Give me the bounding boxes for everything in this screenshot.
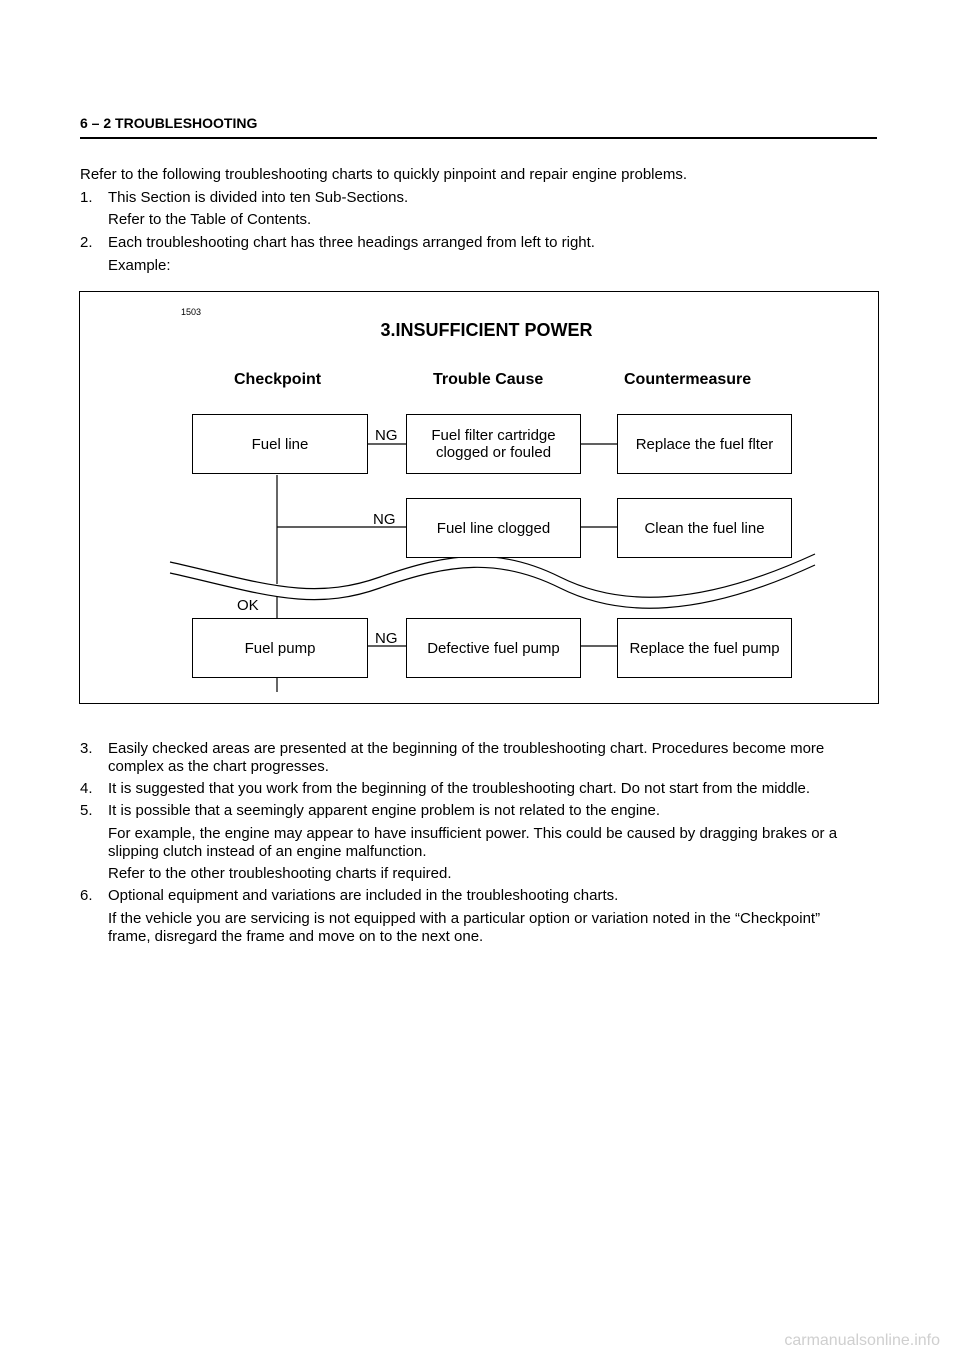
item-text: For example, the engine may appear to have insufficient power. This could be caused by dragging brakes or a (108, 825, 838, 842)
cause-label: Fuel line clogged (436, 519, 551, 537)
cause-label: Fuel filter cartridge clogged or fouled (431, 427, 556, 461)
example-chart-figure (79, 291, 879, 704)
item-text: Easily checked areas are presented at the beginning of the troubleshooting chart. Procedures become more (108, 740, 825, 757)
item-text: It is possible that a seemingly apparent engine problem is not related to the engine. (108, 802, 661, 819)
cause-box (406, 498, 581, 558)
intro-lead: Refer to the following troubleshooting charts to quickly pinpoint and repair engine problems. (80, 166, 688, 183)
heading-trouble-cause: Trouble Cause (433, 371, 544, 388)
countermeasure-box (617, 498, 792, 558)
ng-label: NG (375, 630, 398, 647)
watermark: carmanualsonline.info (784, 1332, 940, 1349)
item-text: If the vehicle you are servicing is not equipped with a particular option or variation noted in the “Checkpoint” (108, 910, 821, 927)
ok-label: OK (237, 597, 259, 614)
countermeasure-box (617, 618, 792, 678)
item-number: 3. (80, 740, 93, 757)
page-title: 6 – 2 TROUBLESHOOTING (80, 115, 258, 131)
checkpoint-label: Fuel pump (244, 639, 316, 657)
countermeasure-label: Replace the fuel pump (629, 639, 780, 657)
item-text: Refer to the other troubleshooting charts if required. (108, 865, 452, 882)
item-text: Refer to the Table of Contents. (108, 211, 312, 228)
countermeasure-box (617, 414, 792, 474)
item-text: It is suggested that you work from the beginning of the troubleshooting chart. Do not start from the middle. (108, 780, 811, 797)
ng-label: NG (373, 511, 396, 528)
countermeasure-label: Clean the fuel line (644, 519, 765, 537)
item-text: complex as the chart progresses. (108, 758, 329, 775)
checkpoint-box (192, 414, 368, 474)
checkpoint-label: Fuel line (251, 435, 309, 453)
item-text: Each troubleshooting chart has three headings arranged from left to right. (108, 234, 595, 251)
item-text: Optional equipment and variations are included in the troubleshooting charts. (108, 887, 619, 904)
item-number: 6. (80, 887, 93, 904)
cause-box (406, 414, 581, 474)
item-text: frame, disregard the frame and move on to the next one. (108, 928, 484, 945)
item-number: 1. (80, 189, 93, 206)
item-text: Example: (108, 257, 171, 274)
item-number: 4. (80, 780, 93, 797)
cause-box (406, 618, 581, 678)
break-wave-lower (170, 565, 815, 608)
item-text: This Section is divided into ten Sub-Sections. (108, 189, 409, 206)
cause-label: Defective fuel pump (427, 639, 560, 657)
figure-id: 1503 (181, 307, 202, 317)
break-wave-upper (170, 554, 815, 597)
heading-checkpoint: Checkpoint (234, 371, 322, 388)
checkpoint-box (192, 618, 368, 678)
figure-title: 3.INSUFFICIENT POWER (380, 320, 593, 340)
item-text: slipping clutch instead of an engine malfunction. (108, 843, 427, 860)
heading-countermeasure: Countermeasure (624, 371, 752, 388)
countermeasure-label: Replace the fuel flter (635, 435, 774, 453)
page-header (80, 115, 877, 139)
ng-label: NG (375, 427, 398, 444)
item-number: 5. (80, 802, 93, 819)
item-number: 2. (80, 234, 93, 251)
